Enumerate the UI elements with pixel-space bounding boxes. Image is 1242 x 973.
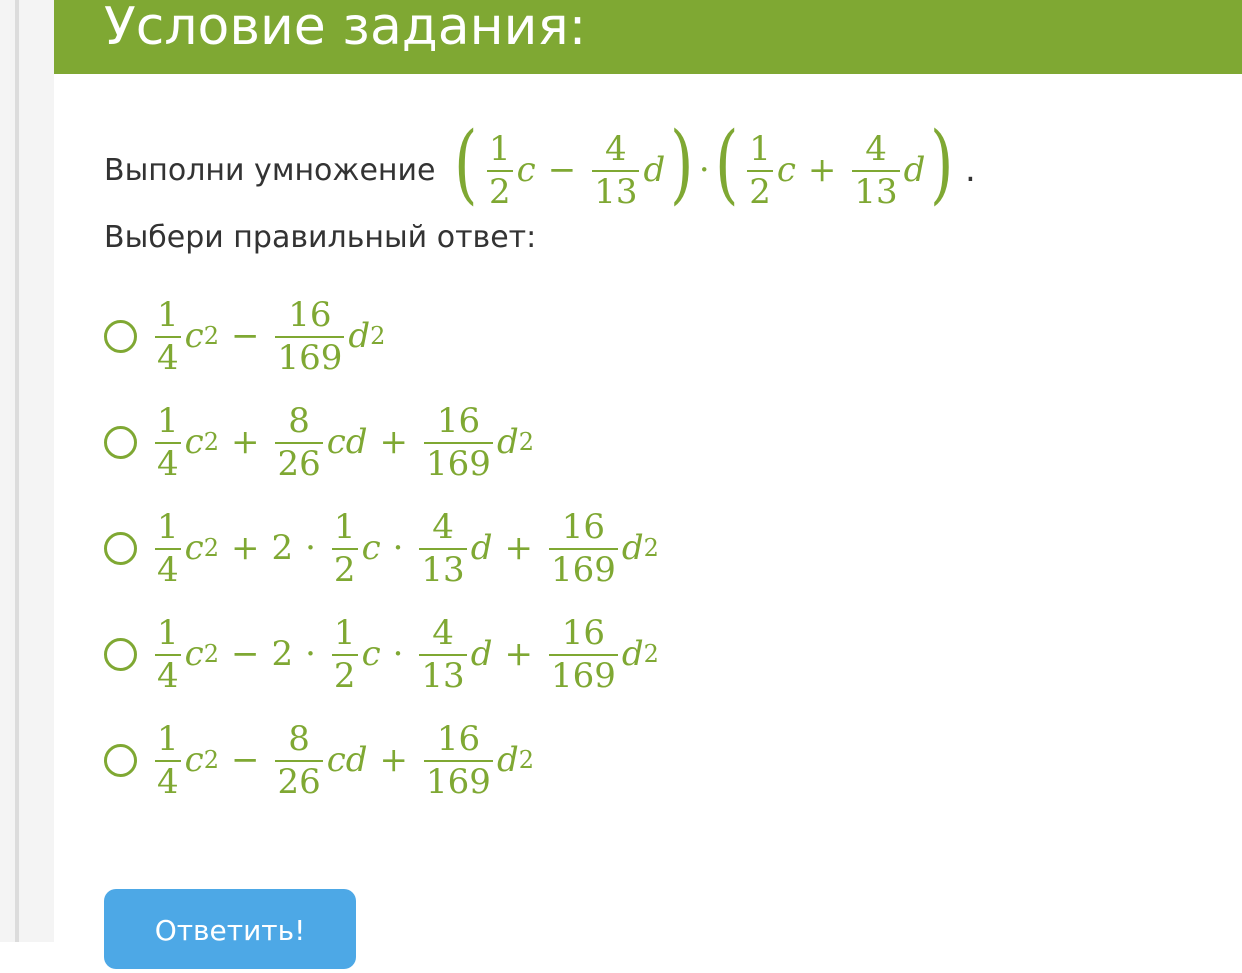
left-paren: ( <box>454 114 478 214</box>
submit-answer-button[interactable]: Ответить! <box>104 889 356 969</box>
question-instruction: Выбери правильный ответ: <box>104 220 537 255</box>
fraction: $\frac{1}{2}$ <box>749 128 771 212</box>
answer-option-5[interactable]: $\frac{1}{4}$ c 2 − $\frac{8}{26}$ cd + $\frac{16}{169}$ d 2 <box>104 710 534 810</box>
answer-option-4[interactable]: $\frac{1}{4}$ c 2 − 2 · $\frac{1}{2}$ c · $\frac{4}{13}$ d + $\frac{16}{169}$ d 2 <box>104 604 659 704</box>
left-gutter <box>0 0 54 942</box>
task-header <box>54 0 1242 74</box>
radio-button[interactable] <box>104 638 137 671</box>
radio-button[interactable] <box>104 744 137 777</box>
right-paren: ) <box>930 114 954 214</box>
task-title: Условие задания: <box>104 0 587 57</box>
question-period: . <box>964 150 976 190</box>
radio-button[interactable] <box>104 320 137 353</box>
fraction: $\frac{1}{2}$ <box>489 128 511 212</box>
answer-option-2[interactable]: $\frac{1}{4}$ c 2 + $\frac{8}{26}$ cd + $\frac{16}{169}$ d 2 <box>104 392 534 492</box>
answer-option-3[interactable]: $\frac{1}{4}$ c 2 + 2 · $\frac{1}{2}$ c · $\frac{4}{13}$ d + $\frac{16}{169}$ d 2 <box>104 498 659 598</box>
left-paren: ( <box>714 114 739 214</box>
question-prefix: Выполни умножение <box>104 152 436 188</box>
radio-button[interactable] <box>104 426 137 459</box>
fraction: $\frac{4}{13}$ <box>594 128 638 212</box>
radio-button[interactable] <box>104 532 137 565</box>
question-expression: ( $\frac{1}{2}$ c − $\frac{4}{13}$ d ) · ( $\frac{1}{2}$ c + $\frac{4}{13}$ d ) <box>454 114 954 214</box>
right-paren: ) <box>670 114 694 214</box>
fraction: $\frac{4}{13}$ <box>854 128 898 212</box>
answer-option-1[interactable]: $\frac{1}{4}$ c 2 − $\frac{16}{169}$ d 2 <box>104 286 385 386</box>
task-card <box>54 0 1242 947</box>
question-line <box>104 114 976 220</box>
gutter-line <box>15 0 19 942</box>
